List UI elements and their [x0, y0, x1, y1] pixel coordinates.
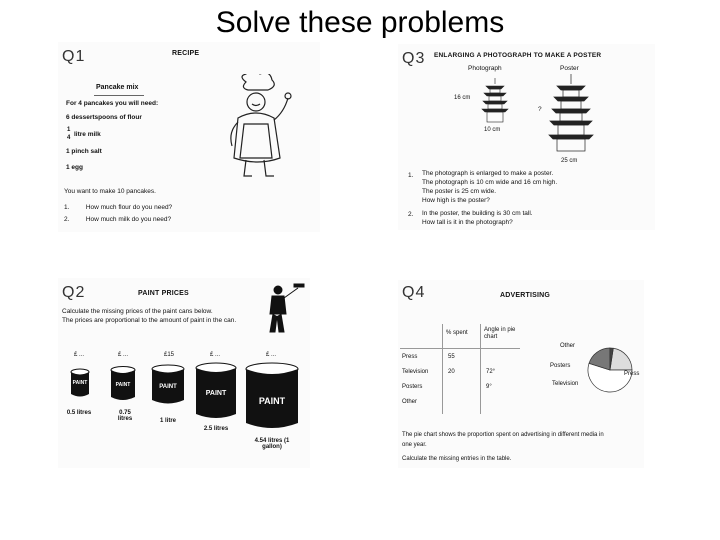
- table-header-pct: % spent: [446, 330, 468, 336]
- recipe-title: Pancake mix: [96, 84, 139, 91]
- fraction-numerator: 1: [67, 127, 71, 133]
- advertising-table: [400, 324, 520, 414]
- q1-panel: [58, 42, 320, 232]
- ingredient-egg: 1 egg: [66, 164, 83, 171]
- q3-heading: ENLARGING A PHOTOGRAPH TO MAKE A POSTER: [434, 52, 602, 59]
- q3-q1-text: [422, 169, 557, 205]
- ingredient-flour: 6 dessertspoons of flour: [66, 114, 142, 121]
- can-2-label: PAINT: [115, 382, 131, 388]
- q3-q1-line-3: The poster is 25 cm wide.: [422, 188, 497, 195]
- q2-intro-2: The prices are proportional to the amount of paint in the can.: [62, 317, 237, 324]
- q3-q2-number: 2.: [408, 211, 414, 218]
- table-row-press-pct: 55: [448, 354, 455, 360]
- table-row-posters-angle: 9°: [486, 384, 492, 390]
- q1-heading: RECIPE: [172, 50, 200, 57]
- pie-label-other: Other: [560, 343, 576, 349]
- q1-question-2: [64, 216, 171, 223]
- q1-question-1-number: 1.: [64, 204, 70, 211]
- q3-q2-text: [422, 209, 533, 227]
- q3-q1-line-1: The photograph is enlarged to make a poster.: [422, 170, 554, 177]
- poster-height-unknown: ?: [538, 106, 542, 113]
- ingredient-milk: litre milk: [74, 131, 101, 138]
- q4-heading: ADVERTISING: [500, 292, 551, 299]
- q3-q1-line-4: How high is the poster?: [422, 197, 490, 204]
- q1-question-2-text: How much milk do you need?: [85, 216, 172, 223]
- poster-label: Poster: [560, 65, 579, 72]
- recipe-card: [64, 76, 172, 176]
- table-col-rule-1: [442, 324, 443, 414]
- can-5-label: PAINT: [258, 396, 286, 406]
- q4-panel: [398, 280, 644, 468]
- pie-label-press: Press: [624, 371, 640, 377]
- pie-label-television: Television: [552, 381, 579, 387]
- table-col-rule-2: [480, 324, 481, 414]
- q4-note-2: one year.: [402, 442, 427, 448]
- q2-label: Q2: [62, 284, 86, 301]
- table-header-angle: Angle in pie chart: [484, 327, 516, 340]
- q4-label: Q4: [402, 284, 426, 301]
- table-row-posters-name: Posters: [402, 384, 423, 390]
- photo-height-dim: 16 cm: [454, 95, 471, 101]
- can-2-size: 0.75 litres: [117, 410, 133, 422]
- recipe-for-line: For 4 pancakes you will need:: [66, 100, 159, 107]
- can-2-price: £ ...: [117, 352, 128, 358]
- table-row-other-name: Other: [402, 399, 418, 405]
- paint-cans-row: [58, 338, 310, 468]
- pie-label-posters: Posters: [550, 363, 571, 369]
- can-1-price: £ ...: [73, 352, 84, 358]
- q1-question-1: [64, 204, 172, 211]
- poster-width-dim: 25 cm: [561, 158, 578, 164]
- recipe-divider: [94, 95, 144, 96]
- q3-q2-line-1: In the poster, the building is 30 cm tall.: [422, 210, 533, 217]
- photo-width-dim: 10 cm: [484, 127, 501, 133]
- q3-panel: [398, 44, 655, 230]
- table-row-tv-name: Television: [402, 369, 429, 375]
- q3-label: Q3: [402, 50, 426, 67]
- can-1-size: 0.5 litres: [66, 410, 92, 416]
- pie-slice-other: [610, 348, 632, 370]
- pagoda-poster-icon: [548, 74, 594, 152]
- q4-note-3: Calculate the missing entries in the table.: [402, 456, 512, 462]
- can-4-size: 2.5 litres: [203, 426, 229, 432]
- q3-q2-line-2: How tall is it in the photograph?: [422, 219, 513, 226]
- can-4-label: PAINT: [205, 390, 227, 397]
- photo-label: Photograph: [468, 65, 502, 72]
- can-5-price: £ ...: [265, 352, 276, 358]
- page-title: Solve these problems: [215, 6, 505, 39]
- q2-panel: [58, 278, 310, 468]
- ingredient-salt: 1 pinch salt: [66, 148, 102, 155]
- painter-illustration: [264, 280, 308, 336]
- can-3-price: £15: [163, 352, 174, 358]
- can-3-size: 1 litre: [159, 418, 176, 424]
- q3-q1-number: 1.: [408, 172, 414, 179]
- q2-intro-1: Calculate the missing prices of the paint cans below.: [62, 308, 213, 315]
- q1-intro: You want to make 10 pancakes.: [64, 188, 156, 195]
- q1-question-1-text: How much flour do you need?: [85, 204, 173, 211]
- table-row-tv-angle: 72°: [486, 369, 496, 375]
- table-row-press-name: Press: [402, 354, 418, 360]
- chef-illustration: [218, 74, 298, 184]
- q4-note-1: The pie chart shows the proportion spent on advertising in different media in: [402, 432, 604, 438]
- q1-label: Q1: [62, 48, 86, 65]
- q2-heading: PAINT PRICES: [138, 290, 189, 297]
- can-1-label: PAINT: [72, 380, 88, 386]
- can-5-size: 4.54 litres (1 gallon): [254, 438, 290, 450]
- q3-q1-line-2: The photograph is 10 cm wide and 16 cm high.: [422, 179, 558, 186]
- advertising-pie-chart: [586, 340, 636, 400]
- pagoda-photo-icon: [480, 78, 510, 124]
- q1-question-2-number: 2.: [64, 216, 70, 223]
- fraction-denominator: 4: [67, 135, 71, 141]
- can-3-label: PAINT: [159, 384, 177, 390]
- can-4-price: £ ...: [209, 352, 220, 358]
- table-row-tv-pct: 20: [448, 369, 455, 375]
- table-header-rule: [400, 348, 520, 349]
